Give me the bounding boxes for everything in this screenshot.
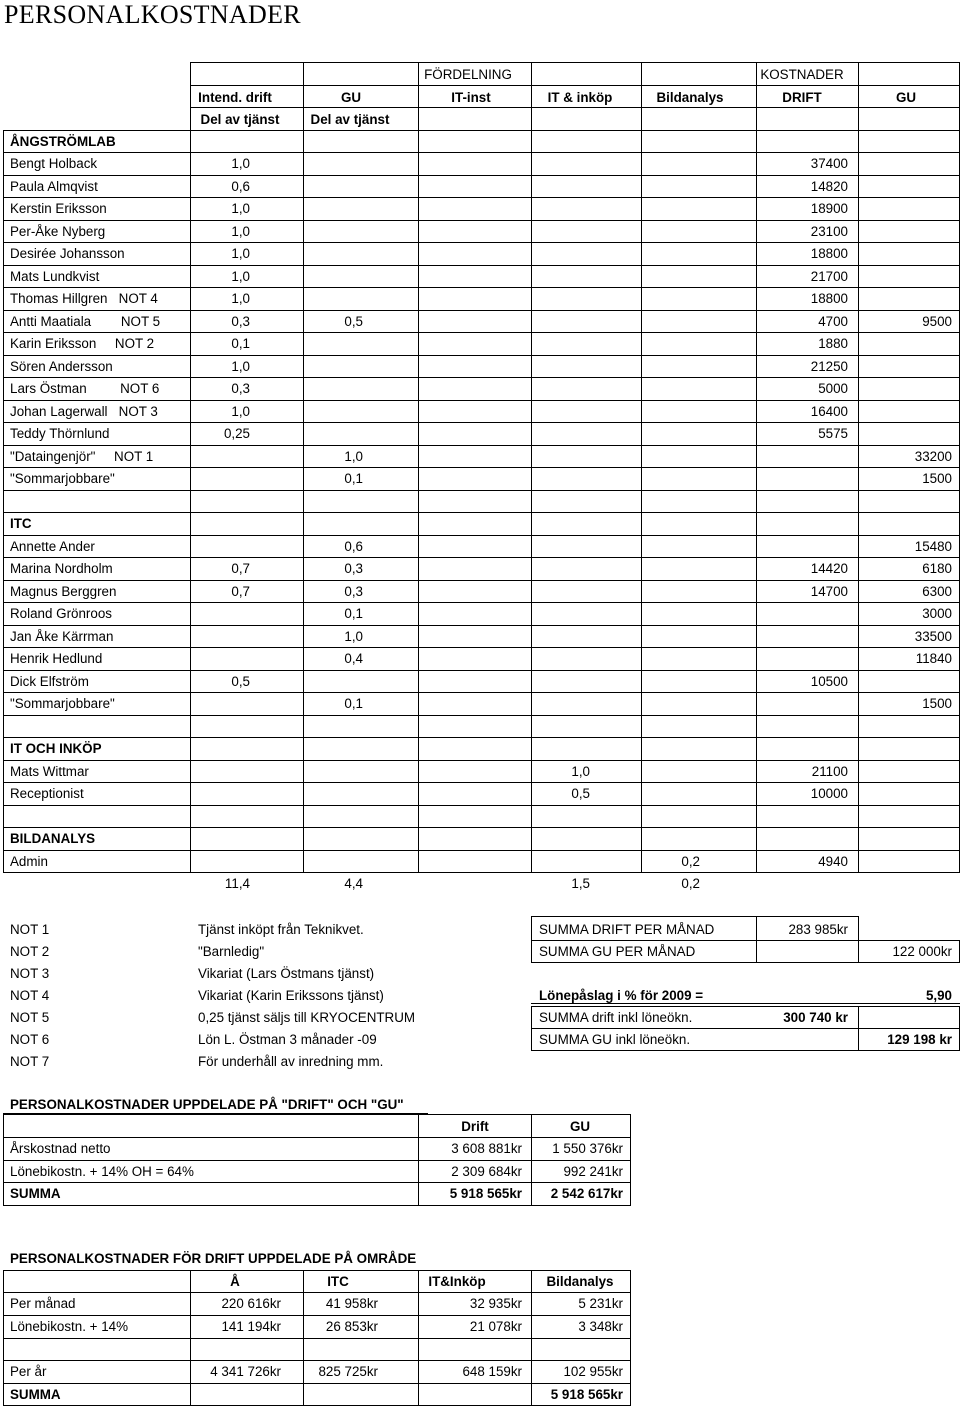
row-value: 1,0 <box>231 404 250 419</box>
row-value: 0,3 <box>231 314 250 329</box>
row-value: 6300 <box>922 584 952 599</box>
area-value: 3 348kr <box>578 1319 623 1334</box>
area-col-line <box>418 1270 419 1405</box>
area-col-line <box>190 1270 191 1405</box>
split-line <box>3 1205 631 1206</box>
grid-row-line <box>3 422 960 423</box>
grid-row-line <box>3 512 960 513</box>
split-value: 3 608 881kr <box>451 1141 522 1156</box>
area-value: 825 725kr <box>318 1364 378 1379</box>
header-col: IT-inst <box>451 90 491 105</box>
row-label: Karin Eriksson NOT 2 <box>10 336 155 351</box>
split-line <box>3 1182 631 1183</box>
grid-row-line <box>3 287 960 288</box>
split-line <box>3 1137 631 1138</box>
row-value: 0,7 <box>231 561 250 576</box>
total-value: 0,2 <box>681 876 700 891</box>
grid-row-line <box>190 62 960 63</box>
grid-row-line <box>3 197 960 198</box>
area-value: 32 935kr <box>469 1296 522 1311</box>
row-value: 0,1 <box>231 336 250 351</box>
note-text: För underhåll av inredning mm. <box>198 1054 384 1069</box>
section-heading: IT OCH INKÖP <box>10 741 102 756</box>
grid-row-line <box>3 557 960 558</box>
area-col-header: ITC <box>327 1274 349 1289</box>
summary-line <box>531 1050 960 1051</box>
area-col-line <box>3 1270 4 1405</box>
split-value: 1 550 376kr <box>552 1141 623 1156</box>
lonepaslag-label: Lönepåslag i % för 2009 = <box>539 988 704 1003</box>
split-value: 2 309 684kr <box>451 1163 522 1179</box>
header-col: GU <box>340 90 362 105</box>
row-value: 21100 <box>811 764 848 779</box>
grid-col-line <box>303 62 304 872</box>
area-col-line <box>303 1270 304 1405</box>
note-text: Lön L. Östman 3 månader -09 <box>198 1032 377 1047</box>
note-label: NOT 2 <box>10 944 50 959</box>
grid-row-line <box>3 602 960 603</box>
row-value: 33200 <box>914 449 952 464</box>
area-value: 648 159kr <box>462 1364 522 1379</box>
split-row-label: Lönebikostn. + 14% OH = 64% <box>10 1163 194 1179</box>
row-value: 1,0 <box>231 201 250 216</box>
split-line <box>3 1114 631 1115</box>
area-line <box>3 1383 631 1384</box>
total-value: 4,4 <box>344 876 363 891</box>
grid-row-line <box>3 220 960 221</box>
split-value: 5 918 565kr <box>449 1186 522 1201</box>
split-col-line <box>3 1114 4 1205</box>
row-value: 11840 <box>915 651 952 666</box>
row-label: Lars Östman NOT 6 <box>10 381 160 396</box>
header-sub: Del av tjänst <box>200 112 280 127</box>
grid-col-line <box>418 62 419 872</box>
note-text: Vikariat (Karin Erikssons tjänst) <box>198 988 384 1003</box>
area-value: 4 341 726kr <box>210 1364 281 1379</box>
note-label: NOT 3 <box>10 966 50 981</box>
grid-row-line <box>3 242 960 243</box>
row-value: 14820 <box>810 179 848 194</box>
row-value: 0,5 <box>344 314 363 329</box>
summary-line <box>531 1006 960 1007</box>
area-line <box>3 1315 631 1316</box>
split-value: 2 542 617kr <box>550 1186 623 1201</box>
row-value: 14420 <box>810 561 848 576</box>
grid-row-line <box>3 625 960 626</box>
header-col: IT & inköp <box>547 90 613 105</box>
grid-row-line <box>3 377 960 378</box>
row-label: Henrik Hedlund <box>10 651 103 666</box>
grid-row-line <box>3 467 960 468</box>
split-row-label: Årskostnad netto <box>10 1141 111 1156</box>
row-value: 1,0 <box>231 269 250 284</box>
grid-row-line <box>3 152 960 153</box>
summary-col-line <box>531 916 532 962</box>
area-line <box>3 1338 631 1339</box>
row-value: 37400 <box>810 156 848 171</box>
note-text: "Barnledig" <box>198 944 265 959</box>
grid-row-line <box>3 782 960 783</box>
grid-row-line <box>3 445 960 446</box>
grid-row-line <box>190 107 960 108</box>
page-title: PERSONALKOSTNADER <box>4 0 301 29</box>
row-value: 4940 <box>818 854 848 869</box>
split-col-header: Drift <box>461 1119 489 1134</box>
row-value: 0,4 <box>344 651 363 666</box>
grid-row-line <box>3 400 960 401</box>
row-value: 1,0 <box>231 224 250 239</box>
row-value: 5000 <box>818 381 848 396</box>
area-row-label: Per år <box>10 1364 47 1379</box>
row-label: Roland Grönroos <box>10 606 112 621</box>
grid-row-line <box>3 490 960 491</box>
row-value: 0,6 <box>344 539 363 554</box>
row-value: 1500 <box>922 471 952 486</box>
row-value: 21700 <box>810 269 848 284</box>
row-value: 0,2 <box>681 854 700 869</box>
area-line <box>3 1270 631 1271</box>
row-value: 1,0 <box>571 764 590 779</box>
row-value: 5575 <box>818 426 848 441</box>
grid-col-line <box>531 62 532 872</box>
row-value: 18800 <box>810 291 848 306</box>
row-value: 1,0 <box>344 629 363 644</box>
summary-line <box>531 940 960 941</box>
area-line <box>3 1292 631 1293</box>
row-label: Marina Nordholm <box>10 561 113 576</box>
header-sub: Del av tjänst <box>310 112 390 127</box>
row-value: 1,0 <box>344 449 363 464</box>
area-row-label: SUMMA <box>10 1387 61 1402</box>
note-label: NOT 6 <box>10 1032 50 1047</box>
total-value: 1,5 <box>571 876 590 891</box>
row-value: 0,6 <box>231 179 250 194</box>
summary-line <box>531 1028 960 1029</box>
grid-row-line <box>3 827 960 828</box>
grid-row-line <box>3 310 960 311</box>
row-value: 14700 <box>810 584 848 599</box>
note-text: Vikariat (Lars Östmans tjänst) <box>198 966 375 981</box>
row-label: Mats Lundkvist <box>10 269 100 284</box>
gu-inkl-label: SUMMA GU inkl löneökn. <box>539 1032 691 1047</box>
summary-line <box>531 962 960 963</box>
row-label: Antti Maatiala NOT 5 <box>10 314 161 329</box>
grid-row-line <box>3 670 960 671</box>
row-value: 1,0 <box>231 246 250 261</box>
summary-gu-label: SUMMA GU PER MÅNAD <box>539 944 696 959</box>
area-title: PERSONALKOSTNADER FÖR DRIFT UPPDELADE PÅ OMRÅDE <box>10 1251 417 1266</box>
grid-row-line <box>3 332 960 333</box>
split-row-label: SUMMA <box>10 1186 61 1201</box>
grid-row-line <box>3 580 960 581</box>
header-col: GU <box>895 90 917 105</box>
row-label: Annette Ander <box>10 539 95 554</box>
grid-row-line <box>3 535 960 536</box>
split-col-header: GU <box>569 1119 591 1134</box>
area-value: 5 918 565kr <box>550 1387 623 1402</box>
row-value: 0,7 <box>231 584 250 599</box>
area-col-header: Bildanalys <box>546 1274 614 1289</box>
row-value: 18800 <box>810 246 848 261</box>
area-col-line <box>630 1270 631 1405</box>
row-value: 10500 <box>810 674 848 689</box>
row-value: 1,0 <box>231 156 250 171</box>
area-value: 220 616kr <box>221 1296 281 1311</box>
row-label: Mats Wittmar <box>10 764 89 779</box>
note-label: NOT 7 <box>10 1054 50 1069</box>
gu-inkl-value: 129 198 kr <box>887 1032 952 1047</box>
row-value: 3000 <box>922 606 952 621</box>
note-label: NOT 5 <box>10 1010 50 1025</box>
row-value: 23100 <box>810 224 848 239</box>
grid-row-line <box>3 872 960 873</box>
row-label: Thomas Hillgren NOT 4 <box>10 291 158 306</box>
grid-row-line <box>3 805 960 806</box>
row-label: Paula Almqvist <box>10 179 98 194</box>
header-col: DRIFT <box>782 90 822 105</box>
area-value: 41 958kr <box>325 1296 378 1311</box>
grid-col-line <box>858 62 859 872</box>
row-value: 10000 <box>810 786 848 801</box>
note-label: NOT 4 <box>10 988 50 1003</box>
header-fordelning: FÖRDELNING <box>424 67 512 82</box>
area-value: 141 194kr <box>221 1319 281 1334</box>
row-label: Admin <box>10 854 48 869</box>
area-value: 5 231kr <box>578 1296 623 1311</box>
row-label: Dick Elfström <box>10 674 89 689</box>
row-label: Sören Andersson <box>10 359 113 374</box>
row-label: "Sommarjobbare" <box>10 471 115 486</box>
summary-line <box>531 916 859 917</box>
area-value: 21 078kr <box>469 1319 522 1334</box>
grid-row-line <box>3 692 960 693</box>
drift-inkl-label: SUMMA drift inkl löneökn. <box>539 1010 693 1025</box>
row-value: 0,5 <box>231 674 250 689</box>
row-value: 1,0 <box>231 359 250 374</box>
split-title: PERSONALKOSTNADER UPPDELADE PÅ "DRIFT" OCH "GU" <box>10 1097 404 1112</box>
row-value: 1880 <box>818 336 848 351</box>
row-value: 33500 <box>914 629 952 644</box>
row-value: 0,3 <box>344 561 363 576</box>
row-label: Per-Åke Nyberg <box>10 224 106 239</box>
row-value: 16400 <box>810 404 848 419</box>
area-row-label: Per månad <box>10 1296 76 1311</box>
grid-row-line <box>3 850 960 851</box>
row-label: "Sommarjobbare" <box>10 696 115 711</box>
area-row-label: Lönebikostn. + 14% <box>10 1319 128 1334</box>
row-value: 15480 <box>914 539 952 554</box>
section-heading: ITC <box>10 516 32 531</box>
section-heading: ÅNGSTRÖMLAB <box>10 134 116 149</box>
grid-row-line <box>3 737 960 738</box>
row-value: 0,25 <box>223 426 250 441</box>
grid-row-line <box>3 175 960 176</box>
row-value: 0,3 <box>344 584 363 599</box>
header-kostnader: KOSTNADER <box>760 67 844 82</box>
lonepaslag-underline <box>531 1003 960 1004</box>
grid-row-line <box>3 265 960 266</box>
split-value: 992 241kr <box>563 1163 623 1179</box>
row-value: 6180 <box>922 561 952 576</box>
summary-col-line <box>531 1006 532 1050</box>
row-value: 0,1 <box>344 471 363 486</box>
note-text: 0,25 tjänst säljs till KRYOCENTRUM <box>198 1010 416 1025</box>
summary-drift-value: 283 985kr <box>788 922 848 937</box>
grid-row-line <box>3 760 960 761</box>
total-value: 11,4 <box>224 876 250 891</box>
grid-col-line <box>3 130 4 872</box>
row-value: 4700 <box>818 314 848 329</box>
area-col-header: IT&Inköp <box>428 1274 486 1289</box>
row-label: Desirée Johansson <box>10 246 125 261</box>
row-label: Johan Lagerwall NOT 3 <box>10 404 158 419</box>
row-label: Receptionist <box>10 786 84 801</box>
header-col: Bildanalys <box>656 90 724 105</box>
grid-row-line <box>3 355 960 356</box>
note-label: NOT 1 <box>10 922 50 937</box>
area-col-header: Å <box>230 1274 240 1289</box>
area-line <box>3 1360 631 1361</box>
row-label: Jan Åke Kärrman <box>10 629 114 644</box>
row-label: Bengt Holback <box>10 156 98 171</box>
header-col: Intend. drift <box>198 90 272 105</box>
lonepaslag-value: 5,90 <box>925 988 952 1003</box>
row-value: 21250 <box>810 359 848 374</box>
area-value: 102 955kr <box>563 1364 623 1379</box>
row-value: 0,1 <box>344 606 363 621</box>
summary-gu-value: 122 000kr <box>892 944 952 959</box>
row-value: 0,3 <box>231 381 250 396</box>
row-value: 1,0 <box>231 291 250 306</box>
row-value: 18900 <box>810 201 848 216</box>
row-value: 0,5 <box>571 786 590 801</box>
grid-row-line <box>190 85 960 86</box>
grid-row-line <box>3 715 960 716</box>
grid-row-line <box>3 130 960 131</box>
section-heading: BILDANALYS <box>10 831 96 846</box>
row-label: Teddy Thörnlund <box>10 426 110 441</box>
grid-row-line <box>3 647 960 648</box>
note-text: Tjänst inköpt från Teknikvet. <box>198 922 364 937</box>
row-label: Kerstin Eriksson <box>10 201 107 216</box>
summary-drift-label: SUMMA DRIFT PER MÅNAD <box>539 922 715 937</box>
split-line <box>3 1160 631 1161</box>
drift-inkl-value: 300 740 kr <box>783 1010 848 1025</box>
row-label: Magnus Berggren <box>10 584 117 599</box>
area-col-line <box>531 1270 532 1405</box>
row-value: 9500 <box>922 314 952 329</box>
row-label: "Dataingenjör" NOT 1 <box>10 449 154 464</box>
row-value: 0,1 <box>344 696 363 711</box>
area-value: 26 853kr <box>325 1319 378 1334</box>
row-value: 1500 <box>922 696 952 711</box>
